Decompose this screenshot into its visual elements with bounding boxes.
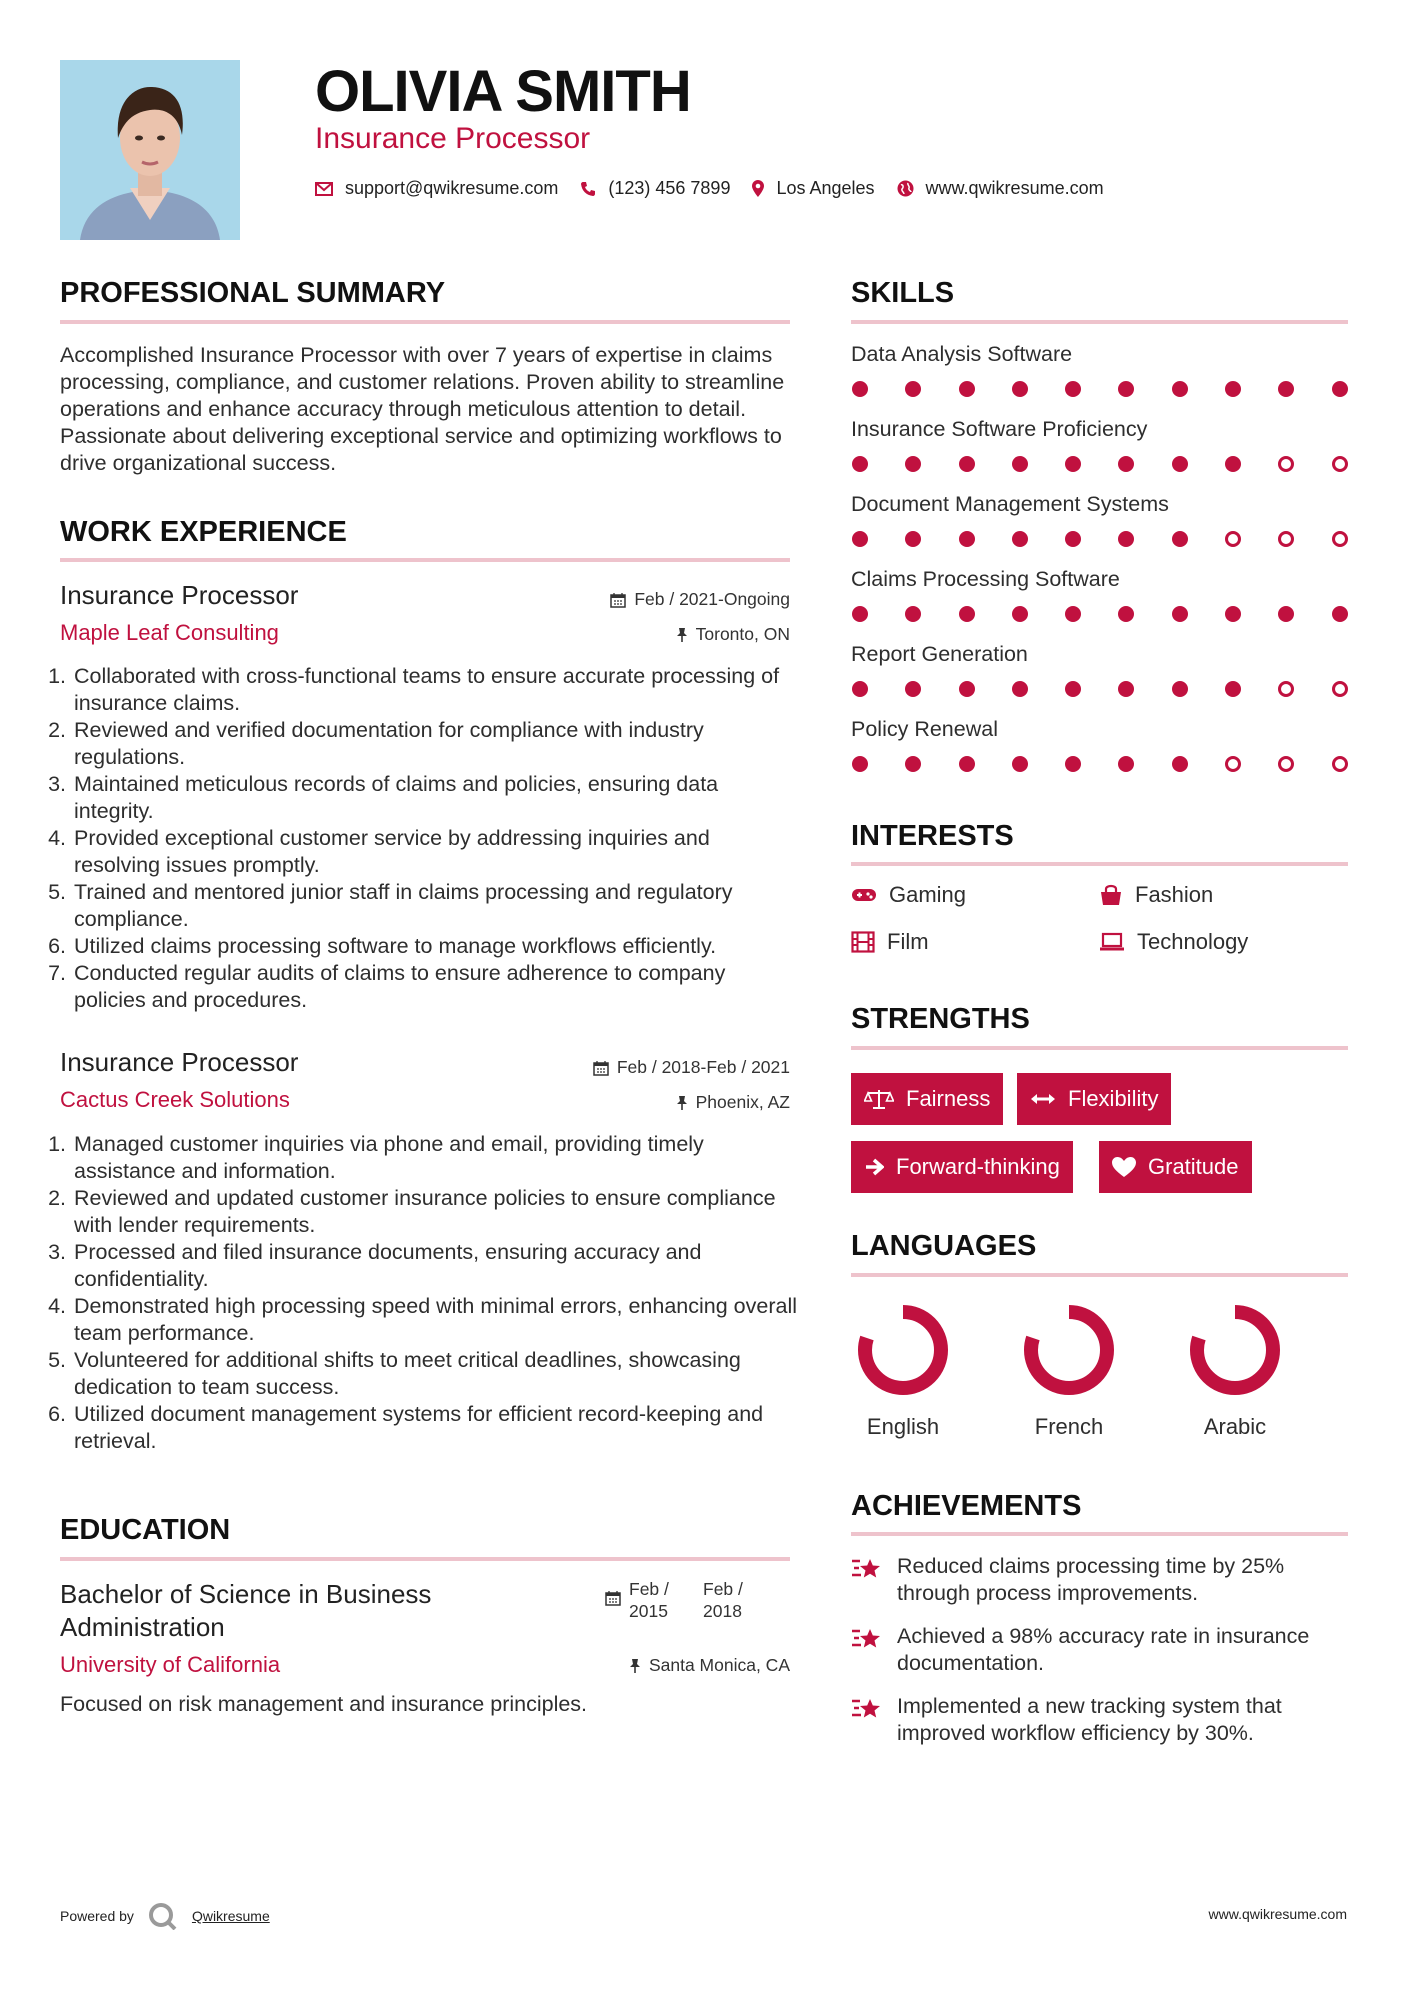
job-2-company: Cactus Creek Solutions: [60, 1087, 290, 1112]
experience-rule: [60, 558, 790, 562]
contact-location: [752, 178, 874, 199]
map-marker-icon: [752, 180, 764, 197]
rating-dot-filled: [905, 606, 921, 622]
list-item: 1. Collaborated with cross-functional teams to ensure accurate processing of insurance claims.: [72, 663, 798, 717]
footer-powered-by: [60, 1902, 270, 1930]
skill-rating: [852, 531, 1348, 547]
rating-dot-filled: [1012, 606, 1028, 622]
strength-label: Gratitude: [1148, 1154, 1239, 1179]
rating-dot-filled: [1278, 606, 1294, 622]
arrows-horizontal-icon: [1030, 1092, 1056, 1106]
rating-dot-filled: [1225, 456, 1241, 472]
rating-dot-filled: [905, 756, 921, 772]
interests-heading: INTERESTS: [851, 820, 1014, 852]
language-ring: [1185, 1300, 1285, 1405]
interest-label: Film: [887, 929, 929, 954]
rating-dot-filled: [1118, 756, 1134, 772]
rating-dot-filled: [1278, 381, 1294, 397]
job-2-dates-text: Feb / 2018-Feb / 2021: [616, 1057, 790, 1077]
job-1-dates-text: Feb / 2021-Ongoing: [634, 589, 790, 609]
rating-dot-filled: [1172, 381, 1188, 397]
skill-name: Data Analysis Software: [851, 342, 1073, 366]
rating-dot-filled: [1225, 681, 1241, 697]
rating-dot-empty: [1332, 456, 1348, 472]
candidate-title: Insurance Processor: [315, 122, 591, 155]
summary-rule: [60, 320, 790, 324]
list-item: 5. Trained and mentored junior staff in claims processing and regulatory compliance.: [72, 879, 798, 933]
achievement-text: Reduced claims processing time by 25% through process improvements.: [897, 1554, 1285, 1605]
candidate-name: OLIVIA SMITH: [315, 59, 691, 124]
skill-rating: [852, 606, 1348, 622]
list-item: 2. Reviewed and verified documentation for compliance with industry regulations.: [72, 717, 798, 771]
rating-dot-filled: [905, 381, 921, 397]
powered-by-text: Powered by: [60, 1908, 134, 1924]
job-2-location: [676, 1092, 790, 1113]
achievement-3: [851, 1693, 1337, 1747]
interest-gaming: [851, 882, 966, 908]
list-item: 3. Maintained meticulous records of claims and policies, ensuring data integrity.: [72, 771, 798, 825]
rating-dot-empty: [1332, 756, 1348, 772]
skill-name: Report Generation: [851, 642, 1028, 666]
contact-website[interactable]: [897, 178, 1104, 199]
languages-heading: LANGUAGES: [851, 1230, 1037, 1262]
achievement-1: [851, 1553, 1337, 1607]
interest-technology: [1099, 929, 1248, 955]
language-ring: [853, 1300, 953, 1405]
interest-label: Technology: [1137, 929, 1249, 954]
calendar-icon: [605, 1590, 621, 1606]
strength-gratitude: [1099, 1141, 1252, 1193]
skill-name: Policy Renewal: [851, 717, 998, 741]
brand-link[interactable]: Qwikresume: [191, 1908, 270, 1924]
qwikresume-logo-icon: [148, 1902, 178, 1930]
list-item: 6. Utilized document management systems for efficient record-keeping and retrieval.: [72, 1401, 798, 1455]
interest-label: Gaming: [889, 882, 967, 907]
education-heading: EDUCATION: [60, 1514, 231, 1546]
strength-forward-thinking: [851, 1141, 1073, 1193]
rating-dot-filled: [1172, 531, 1188, 547]
rating-dot-empty: [1278, 756, 1294, 772]
rating-dot-filled: [1065, 381, 1081, 397]
interest-film: [851, 929, 929, 955]
rating-dot-filled: [1012, 456, 1028, 472]
job-2-dates: [593, 1057, 790, 1078]
gamepad-icon: [851, 887, 877, 903]
job-1-title: Insurance Processor: [60, 580, 299, 610]
degree-title: Bachelor of Science in Business Administration: [60, 1579, 432, 1642]
footer-site[interactable]: www.qwikresume.com: [1208, 1906, 1347, 1922]
rating-dot-filled: [1065, 456, 1081, 472]
language-name: French: [1034, 1414, 1104, 1439]
list-item: 3. Processed and filed insurance documents, ensuring accuracy and confidentiality.: [72, 1239, 798, 1293]
rating-dot-filled: [1118, 531, 1134, 547]
list-item: 1. Managed customer inquiries via phone and email, providing timely assistance and information.: [72, 1131, 798, 1185]
list-item: 7. Conducted regular audits of claims to ensure adherence to company policies and procedures.: [72, 960, 798, 1014]
rating-dot-filled: [1118, 606, 1134, 622]
rating-dot-filled: [905, 531, 921, 547]
job-1-location: [676, 624, 790, 645]
list-item: 6. Utilized claims processing software to manage workflows efficiently.: [72, 933, 798, 960]
rating-dot-filled: [1012, 381, 1028, 397]
rating-dot-filled: [1012, 756, 1028, 772]
strength-flexibility: [1017, 1073, 1171, 1125]
experience-heading: WORK EXPERIENCE: [60, 516, 347, 548]
profile-photo: [60, 60, 240, 240]
languages-rule: [851, 1273, 1348, 1277]
strength-fairness: [851, 1073, 1003, 1125]
pushpin-icon: [676, 627, 688, 643]
rating-dot-empty: [1225, 756, 1241, 772]
skill-rating: [852, 756, 1348, 772]
job-1-company: Maple Leaf Consulting: [60, 620, 279, 645]
skill-rating: [852, 681, 1348, 697]
rating-dot-filled: [1172, 756, 1188, 772]
strength-label: Flexibility: [1068, 1086, 1159, 1111]
contact-email[interactable]: [315, 178, 558, 199]
summary-text: Accomplished Insurance Processor with over 7 years of expertise in claims processing, compliance, and customer relations. Proven ability to streamline operations and enhance accuracy through meticulous attention to detail. Passionate about delivering exceptional service and optimizing workflows to drive organizational success.: [60, 343, 785, 475]
rating-dot-filled: [852, 381, 868, 397]
education-end: Feb / 2018: [703, 1579, 743, 1621]
education-rule: [60, 1557, 790, 1561]
rating-dot-filled: [959, 606, 975, 622]
language-progress-arc: [865, 1312, 941, 1388]
job-1-location-text: Toronto, ON: [695, 624, 790, 644]
achievement-text: Achieved a 98% accuracy rate in insurance documentation.: [897, 1624, 1310, 1675]
skill-name: Insurance Software Proficiency: [851, 417, 1148, 441]
rating-dot-filled: [1172, 456, 1188, 472]
pushpin-icon: [676, 1095, 688, 1111]
rating-dot-filled: [905, 681, 921, 697]
job-2-duties: [53, 1131, 798, 1455]
location-text: Los Angeles: [776, 178, 875, 198]
rating-dot-filled: [1012, 681, 1028, 697]
strengths-rule: [851, 1046, 1348, 1050]
calendar-icon: [593, 1060, 609, 1076]
rating-dot-filled: [1118, 681, 1134, 697]
strength-label: Fairness: [906, 1086, 991, 1111]
achievement-text: Implemented a new tracking system that improved workflow efficiency by 30%.: [897, 1694, 1282, 1745]
rating-dot-filled: [1332, 381, 1348, 397]
arrow-right-icon: [864, 1158, 884, 1176]
language-name: English: [866, 1414, 940, 1439]
rating-dot-filled: [1065, 681, 1081, 697]
rating-dot-empty: [1332, 681, 1348, 697]
list-item: 4. Demonstrated high processing speed with minimal errors, enhancing overall team performance.: [72, 1293, 798, 1347]
rating-dot-empty: [1278, 681, 1294, 697]
achievements-heading: ACHIEVEMENTS: [851, 1490, 1082, 1522]
job-1-duties: [53, 663, 798, 1014]
interests-rule: [851, 862, 1348, 866]
list-item: 2. Reviewed and updated customer insurance policies to ensure compliance with lender requirements.: [72, 1185, 798, 1239]
rating-dot-filled: [1172, 681, 1188, 697]
rating-dot-filled: [852, 756, 868, 772]
skills-rule: [851, 320, 1348, 324]
contact-phone[interactable]: [580, 178, 730, 199]
rating-dot-empty: [1332, 531, 1348, 547]
interest-label: Fashion: [1135, 882, 1214, 907]
job-1-dates: [610, 589, 790, 610]
job-2-title: Insurance Processor: [60, 1047, 299, 1077]
education-dates: [605, 1578, 755, 1622]
rating-dot-filled: [1225, 381, 1241, 397]
skill-name: Document Management Systems: [851, 492, 1169, 516]
rating-dot-filled: [852, 681, 868, 697]
language-progress-arc: [1031, 1312, 1107, 1388]
rating-dot-filled: [959, 381, 975, 397]
shooting-star-icon: [851, 1555, 883, 1583]
language-ring: [1019, 1300, 1119, 1405]
rating-dot-filled: [959, 456, 975, 472]
shooting-star-icon: [851, 1695, 883, 1723]
school-name: University of California: [60, 1652, 281, 1677]
calendar-icon: [610, 592, 626, 608]
rating-dot-empty: [1278, 531, 1294, 547]
rating-dot-filled: [852, 531, 868, 547]
job-2-location-text: Phoenix, AZ: [695, 1092, 790, 1112]
rating-dot-filled: [1065, 606, 1081, 622]
rating-dot-filled: [959, 531, 975, 547]
rating-dot-filled: [852, 456, 868, 472]
education-location-text: Santa Monica, CA: [648, 1655, 790, 1675]
rating-dot-filled: [1225, 606, 1241, 622]
rating-dot-filled: [1065, 756, 1081, 772]
pushpin-icon: [629, 1658, 641, 1674]
interest-fashion: [1099, 882, 1213, 908]
envelope-icon: [315, 182, 333, 196]
skill-rating: [852, 381, 1348, 397]
balance-scale-icon: [864, 1088, 894, 1110]
phone-icon: [580, 181, 596, 197]
globe-icon: [897, 180, 914, 197]
achievements-rule: [851, 1532, 1348, 1536]
rating-dot-filled: [959, 756, 975, 772]
education-start: Feb / 2015: [629, 1579, 669, 1621]
rating-dot-filled: [1065, 531, 1081, 547]
language-name: Arabic: [1203, 1414, 1267, 1439]
education-note: Focused on risk management and insurance principles.: [60, 1692, 588, 1716]
list-item: 4. Provided exceptional customer service by addressing inquiries and resolving issues promptly.: [72, 825, 798, 879]
strength-label: Forward-thinking: [896, 1154, 1060, 1179]
contact-row: [315, 178, 1126, 199]
strengths-heading: STRENGTHS: [851, 1003, 1030, 1035]
rating-dot-filled: [1172, 606, 1188, 622]
website-text: www.qwikresume.com: [925, 178, 1104, 198]
rating-dot-filled: [1118, 381, 1134, 397]
rating-dot-filled: [959, 681, 975, 697]
rating-dot-filled: [905, 456, 921, 472]
film-icon: [851, 931, 875, 953]
language-progress-arc: [1197, 1312, 1273, 1388]
rating-dot-empty: [1278, 456, 1294, 472]
rating-dot-filled: [1012, 531, 1028, 547]
shopping-bag-icon: [1099, 884, 1123, 906]
rating-dot-filled: [1118, 456, 1134, 472]
skills-heading: SKILLS: [851, 277, 955, 309]
email-text: support@qwikresume.com: [345, 178, 559, 198]
heart-icon: [1112, 1157, 1136, 1178]
phone-text: (123) 456 7899: [608, 178, 731, 198]
achievement-2: [851, 1623, 1337, 1677]
shooting-star-icon: [851, 1625, 883, 1653]
skill-rating: [852, 456, 1348, 472]
skill-name: Claims Processing Software: [851, 567, 1120, 591]
rating-dot-empty: [1225, 531, 1241, 547]
rating-dot-filled: [1332, 606, 1348, 622]
education-location: [629, 1655, 790, 1676]
laptop-icon: [1099, 932, 1125, 952]
list-item: 5. Volunteered for additional shifts to meet critical deadlines, showcasing dedication to team success.: [72, 1347, 798, 1401]
summary-heading: PROFESSIONAL SUMMARY: [60, 277, 446, 309]
rating-dot-filled: [852, 606, 868, 622]
